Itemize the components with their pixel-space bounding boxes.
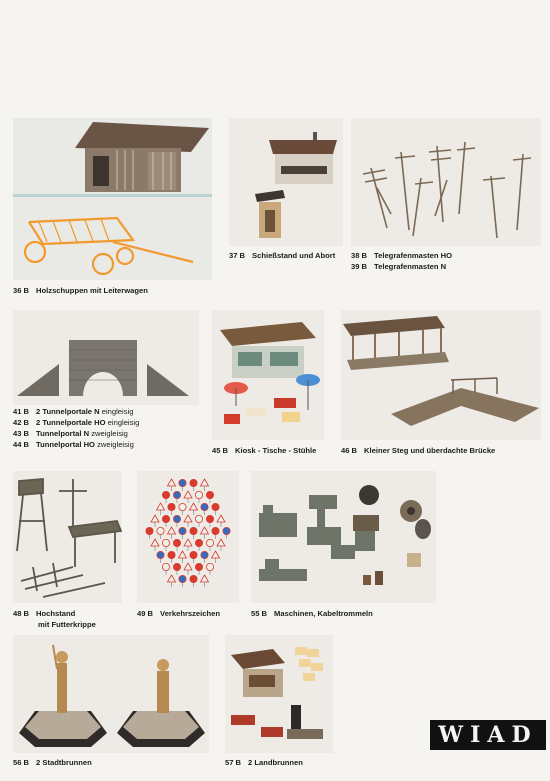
caption-39b: 39 B Telegrafenmasten N bbox=[351, 262, 447, 271]
traffic-sign bbox=[168, 479, 176, 486]
traffic-sign bbox=[201, 575, 209, 582]
traffic-sign bbox=[195, 563, 202, 570]
traffic-sign bbox=[157, 551, 164, 558]
traffic-sign bbox=[179, 527, 186, 534]
traffic-sign bbox=[179, 503, 186, 510]
caption-45b: 45 B Kiosk - Tische - Stühle bbox=[212, 446, 317, 455]
traffic-sign bbox=[201, 479, 209, 486]
traffic-sign bbox=[206, 563, 213, 570]
traffic-sign bbox=[201, 551, 208, 558]
traffic-sign bbox=[173, 563, 180, 570]
telegrafenmasten-illustration bbox=[351, 118, 541, 246]
traffic-sign bbox=[184, 539, 192, 546]
photo-maschinen bbox=[251, 471, 436, 603]
caption-43b: 43 B Tunnelportal N zweigleisig bbox=[13, 429, 128, 438]
traffic-sign bbox=[190, 551, 197, 558]
caption-57b: 57 B 2 Landbrunnen bbox=[225, 758, 303, 767]
photo-kiosk bbox=[212, 310, 324, 440]
traffic-sign bbox=[179, 575, 186, 582]
traffic-sign bbox=[179, 551, 187, 558]
tunnelportale-illustration bbox=[13, 310, 199, 405]
traffic-sign bbox=[206, 515, 213, 522]
caption-38b: 38 B Telegrafenmasten HO bbox=[351, 251, 452, 260]
caption-42b: 42 B 2 Tunnelportale HO eingleisig bbox=[13, 418, 140, 427]
caption-49b: 49 B Verkehrszeichen bbox=[137, 609, 220, 618]
steg-bruecke-illustration bbox=[341, 310, 541, 440]
photo-hochstand bbox=[13, 471, 122, 603]
traffic-sign bbox=[157, 503, 165, 510]
caption-41b: 41 B 2 Tunnelportale N eingleisig bbox=[13, 407, 134, 416]
traffic-sign bbox=[212, 551, 220, 558]
traffic-sign bbox=[173, 539, 180, 546]
verkehrszeichen-illustration bbox=[137, 471, 239, 603]
traffic-sign bbox=[201, 503, 208, 510]
maschinen-illustration bbox=[251, 471, 436, 603]
traffic-sign bbox=[201, 527, 209, 534]
holzschuppen-illustration bbox=[13, 118, 212, 280]
traffic-sign bbox=[184, 563, 192, 570]
traffic-sign bbox=[173, 491, 180, 498]
landbrunnen-illustration bbox=[225, 635, 333, 753]
traffic-sign bbox=[195, 491, 202, 498]
photo-holzschuppen bbox=[13, 118, 212, 280]
photo-stadtbrunnen bbox=[13, 635, 209, 753]
caption-37b: 37 B Schießstand und Abort bbox=[229, 251, 336, 260]
traffic-sign bbox=[190, 575, 197, 582]
traffic-sign bbox=[168, 551, 175, 558]
traffic-sign bbox=[157, 527, 164, 534]
traffic-sign bbox=[168, 527, 176, 534]
photo-verkehrszeichen bbox=[137, 471, 239, 603]
schiessstand-illustration bbox=[229, 118, 343, 246]
traffic-sign bbox=[162, 563, 169, 570]
wiad-logo-text: WIAD bbox=[438, 722, 538, 748]
traffic-sign bbox=[184, 515, 192, 522]
traffic-sign bbox=[190, 503, 198, 510]
photo-telegrafenmasten bbox=[351, 118, 541, 246]
traffic-sign bbox=[179, 479, 186, 486]
traffic-sign bbox=[223, 527, 230, 534]
traffic-sign bbox=[151, 539, 159, 546]
traffic-sign bbox=[212, 503, 219, 510]
traffic-sign bbox=[162, 515, 169, 522]
kiosk-illustration bbox=[212, 310, 324, 440]
caption-48b-line2: mit Futterkrippe bbox=[38, 620, 96, 629]
traffic-sign bbox=[212, 527, 219, 534]
traffic-sign bbox=[195, 539, 202, 546]
traffic-sign bbox=[206, 539, 213, 546]
traffic-sign bbox=[162, 491, 169, 498]
caption-36b: 36 B Holzschuppen mit Leiterwagen bbox=[13, 286, 148, 295]
caption-55b: 55 B Maschinen, Kabeltrommeln bbox=[251, 609, 373, 618]
photo-schiessstand bbox=[229, 118, 343, 246]
traffic-sign bbox=[151, 515, 159, 522]
caption-56b: 56 B 2 Stadtbrunnen bbox=[13, 758, 92, 767]
caption-48b: 48 B Hochstand bbox=[13, 609, 76, 618]
traffic-sign bbox=[173, 515, 180, 522]
stadtbrunnen-illustration bbox=[13, 635, 209, 753]
traffic-sign bbox=[217, 515, 225, 522]
traffic-sign bbox=[190, 527, 197, 534]
caption-44b: 44 B Tunnelportal HO zweigleisig bbox=[13, 440, 134, 449]
photo-tunnelportale bbox=[13, 310, 199, 405]
traffic-sign bbox=[168, 575, 176, 582]
traffic-sign bbox=[168, 503, 175, 510]
traffic-sign bbox=[184, 491, 192, 498]
wiad-logo bbox=[430, 720, 546, 750]
traffic-sign bbox=[195, 515, 202, 522]
traffic-sign bbox=[206, 491, 213, 498]
traffic-sign bbox=[190, 479, 197, 486]
caption-46b: 46 B Kleiner Steg und überdachte Brücke bbox=[341, 446, 496, 455]
traffic-sign bbox=[146, 527, 153, 534]
traffic-sign bbox=[217, 539, 225, 546]
traffic-sign bbox=[162, 539, 169, 546]
photo-landbrunnen bbox=[225, 635, 333, 753]
photo-steg-bruecke bbox=[341, 310, 541, 440]
hochstand-illustration bbox=[13, 471, 122, 603]
